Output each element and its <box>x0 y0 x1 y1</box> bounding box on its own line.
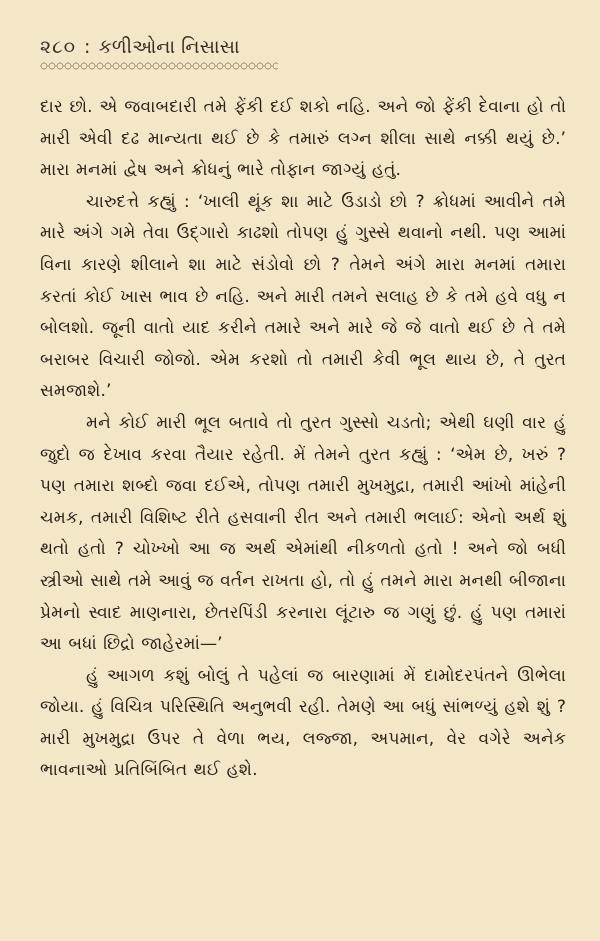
header-separator: : <box>84 36 91 58</box>
paragraph-2: ચારુદત્તે કહ્યું : ‘ખાલી થૂંક શા માટે ઉડાડો છો ? ક્રોધમાં આવીને તમે મારે અંગે ગમે તેવા ઉદ્ગારો કાઢશો તોપણ હું ગુસ્સે થવાનો નથી. પણ આમાં વિના કારણે શીલાને શા માટે સંડોવો છો ? તેમને અંગે મારા મનમાં તમારા કરતાં કોઈ ખાસ ભાવ છે નહિ. અને મારી તમને સલાહ છે કે તમે હવે વધુ ન બોલશો. જૂની વાતો યાદ કરીને તમારે અને મારે જે જે વાતો થઈ છે તે તમે બરાબર વિચારી જોજો. એમ કરશો તો તમારી કેવી ભૂલ થાય છે, તે તુરત સમજાશે.’ <box>40 191 566 402</box>
header-wavy-rule <box>40 62 278 70</box>
page-number: ૨૮૦ <box>40 36 77 58</box>
paragraph-4: હું આગળ કશું બોલું તે પહેલાં જ બારણામાં મેં દામોદરપંતને ઊભેલા જોયા. હું વિચિત્ર પરિસ્થિતિ અનુભવી રહી. તેમણે આ બધું સાંભળ્યું હશે શું ? મારી મુખમુદ્રા ઉપર તે વેળા ભય, લજ્જા, અપમાન, વેર વગેરે અનેક ભાવનાઓ પ્રતિબિંબિત થઈ હશે. <box>40 665 566 781</box>
chapter-title: કળીઓના નિસાસા <box>98 36 240 58</box>
body-text <box>40 92 566 787</box>
paragraph-3: મને કોઈ મારી ભૂલ બતાવે તો તુરત ગુસ્સો ચડતો; એથી ઘણી વાર હું જુદો જ દેખાવ કરવા તૈયાર રહેતી. મેં તેમને તુરત કહ્યું : ‘એમ છે, ખરું ? પણ તમારા શબ્દો જવા દઈએ, તોપણ તમારી મુખમુદ્રા, તમારી આંખો માંહેની ચમક, તમારી વિશિષ્ટ રીતે હસવાની રીત અને તમારી ભલાઈ: એનો અર્થ શું થતો હતો ? ચોખ્ખો આ જ અર્થ એમાંથી નીકળતો હતો ! અને જો બધી સ્ત્રીઓ સાથે તમે આવું જ વર્તન રાખતા હો, તો હું તમને મારા મનથી બીજાના પ્રેમનો સ્વાદ માણનારા, છેતરપિંડી કરનારા લૂંટારુ જ ગણું છું. હું પણ તમારાં આ બધાં છિદ્રો જાહેરમાં—’ <box>40 412 566 655</box>
running-header <box>40 36 566 58</box>
paragraph-1: દાર છો. એ જવાબદારી તમે ફેંકી દઈ શકો નહિ. અને જો ફેંકી દેવાના હો તો મારી એવી દઢ માન્યતા થઈ છે કે તમારું લગ્ન શીલા સાથે નક્કી થયું છે.’ મારા મનમાં દ્વેષ અને ક્રોધનું ભારે તોફાન જાગ્યું હતું. <box>40 97 566 181</box>
